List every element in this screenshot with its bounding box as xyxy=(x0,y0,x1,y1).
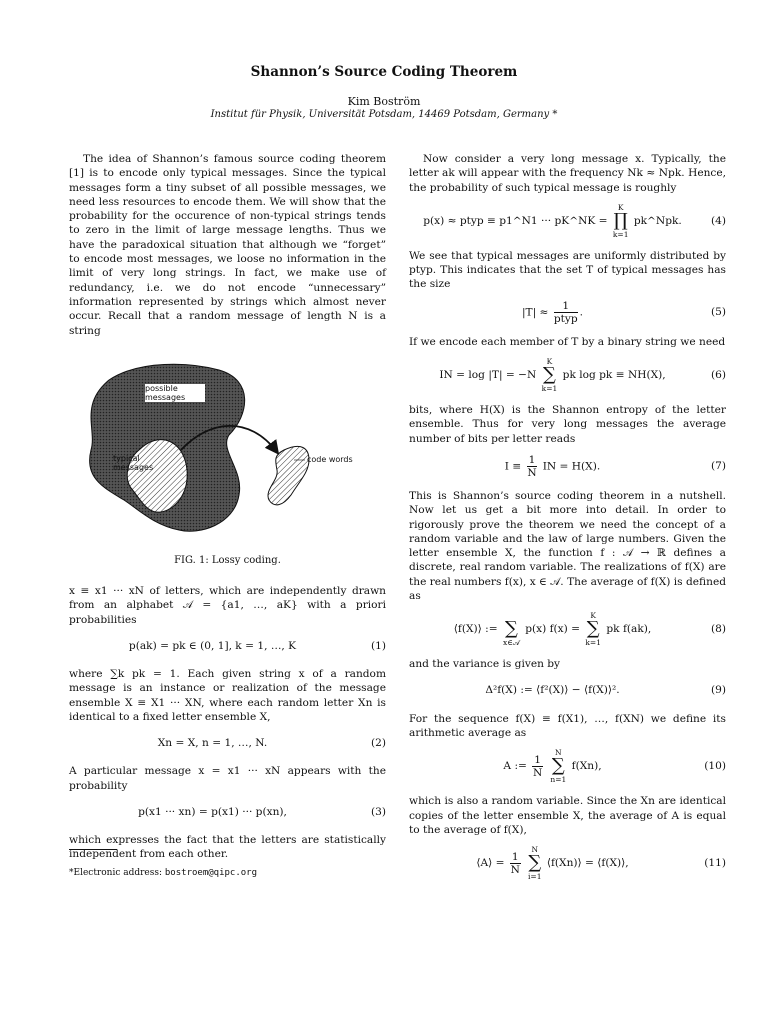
equation-7: I ≡ $\frac{1}{N}$ IN = H(X). (7) xyxy=(504,453,726,479)
footnote: *Electronic address: bostroem@qipc.org xyxy=(69,868,258,878)
paper-title: Shannon’s Source Coding Theorem xyxy=(250,64,518,80)
paragraph-entropy: bits, where H(X) is the Shannon entropy of the letter ensemble. Thus for very long messages the average number of bits per letter reads xyxy=(409,404,726,445)
intro-paragraph: The idea of Shannon’s famous source coding theorem [1] is to encode only typical messages. Since the typical messages form a tiny subset of all possible messages, we need less resources to encode them. We will show that the probability for the occurence of non-typical strings tends to zero in the limit of large message lengths. Thus we have the paradoxical situation that although we “forget” to encode most messages, we loose no information in the limit of very long strings. In fact, we make use of redundancy, i.e. we do not encode “unnecessary” information represented by strings which almost never occur. Recall that a random message of length N is a string xyxy=(69,153,386,337)
figure-caption: FIG. 1: Lossy coding. xyxy=(174,554,281,566)
equation-11: ⟨A⟩ = $\frac{1}{N}$ N ∑ i=1 ⟨f(Xn)⟩ = ⟨f(X)⟩, (11) xyxy=(476,845,726,882)
paragraph-long-message: Now consider a very long message x. Typically, the letter ak will appear with the frequency Nk ≈ Npk. Hence, the probability of such typical message is roughly xyxy=(409,153,726,194)
equation-6: IN = log |T| = −N K ∑ k=1 pk log pk ≡ NH(X), (6) xyxy=(439,357,726,394)
author-affiliation: Institut für Physik, Universität Potsdam, 14469 Potsdam, Germany * xyxy=(210,109,558,120)
equation-10: A := $\frac{1}{N}$ N ∑ n=1 f(Xn), (10) xyxy=(503,748,726,785)
paragraph-variance: and the variance is given by xyxy=(409,658,561,671)
right-column xyxy=(409,152,726,891)
equation-3: p(x1 ··· xn) = p(x1) ··· p(xn), (3) xyxy=(138,805,386,818)
code-words-region xyxy=(268,446,309,505)
footnote-rule xyxy=(69,849,117,850)
equation-4: p(x) ≈ ptyp ≡ p1^N1 ··· pK^NK = K ∏ k=1 pk^Npk. (4) xyxy=(423,202,726,239)
paragraph-uniform: We see that typical messages are uniformly distributed by ptyp. This indicates that the set T of typical messages has the size xyxy=(409,249,726,291)
paragraph-binary-encoding: If we encode each member of T by a binary string we need xyxy=(409,335,726,348)
equation-8: ⟨f(X)⟩ := ∑ x∈𝒜 p(x) f(x) = K ∑ k=1 pk f(ak), (8) xyxy=(453,611,726,648)
paragraph-arithmetic-average: For the sequence f(X) ≡ f(X1), …, f(XN) we define its arithmetic average as xyxy=(409,712,726,739)
paragraph-nutshell: This is Shannon’s source coding theorem in a nutshell. Now let us get a bit more into detail. In order to rigorously prove the theorem we need the concept of a random variable and the law of large numbers. Given the letter ensemble X, the function f : 𝒜 → ℝ defines a discrete, real random variable. The realizations of f(X) are the real numbers f(x), x ∈ 𝒜. The average of f(X) is defined as xyxy=(409,489,726,603)
equation-5: |T| ≈ $\frac{1}{\text{ptyp}}$ . (5) xyxy=(521,299,726,325)
label-typical-messages: typical messages xyxy=(113,453,154,472)
paragraph-independence: which expresses the fact that the letters are statistically independent from each other. xyxy=(69,833,386,861)
paragraph-message-prob: A particular message x = x1 ··· xN appears with the probability xyxy=(69,765,386,792)
author-name: Kim Boström xyxy=(347,95,421,108)
figure-lossy-coding xyxy=(69,360,386,550)
paragraph-random-variable: which is also a random variable. Since the Xn are identical copies of the letter ensemble X, the average of A is equal to the average of f(X), xyxy=(409,795,726,836)
label-possible-messages: possible messages xyxy=(145,384,205,402)
paragraph-ensemble: where ∑k pk = 1. Each given string x of a random message is an instance or realization of the message ensemble X ≡ X1 ··· XN, where each random letter Xn is identical to a fixed letter ensemble X, xyxy=(69,668,386,723)
email-link[interactable]: bostroem@qipc.org xyxy=(164,868,258,878)
paragraph-string-def: x ≡ x1 ··· xN of letters, which are independently drawn from an alphabet 𝒜 = {a1, …, aK} with a priori probabilities xyxy=(69,585,386,626)
equation-2: Xn = X, n = 1, …, N. (2) xyxy=(157,737,386,750)
equation-9: Δ²f(X) := ⟨f²(X)⟩ − ⟨f(X)⟩². (9) xyxy=(485,684,726,697)
label-code-words: code words xyxy=(307,454,353,464)
left-column xyxy=(69,152,386,869)
equation-1: p(ak) = pk ∈ (0, 1], k = 1, …, K (1) xyxy=(128,639,386,652)
